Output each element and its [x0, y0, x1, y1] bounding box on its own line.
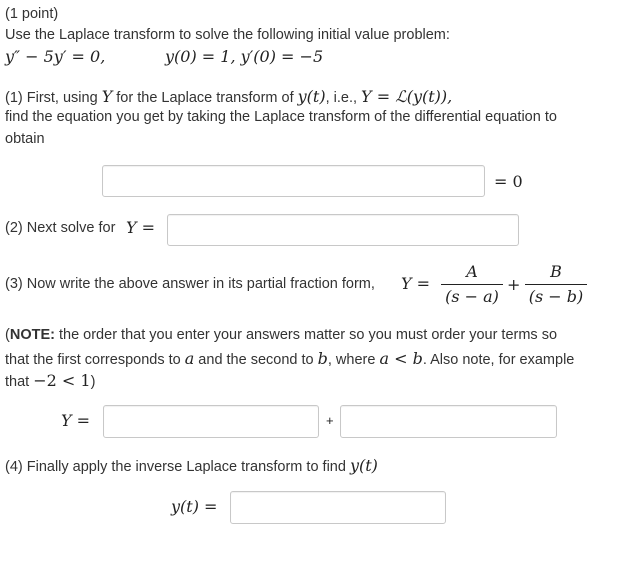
step4-line	[5, 456, 378, 475]
note-var-a: a	[184, 349, 195, 368]
note-text1: the order that you enter your answers matter so you must order your terms so	[54, 327, 558, 343]
step3-prefix: (3) Now write the above answer in its partial fraction form,	[5, 276, 375, 292]
note-close-paren: )	[90, 374, 96, 390]
step1-line2: find the equation you get by taking the Laplace transform of the differential equation to	[5, 109, 557, 125]
partial-fraction-plus: +	[507, 275, 521, 294]
solve-for-Y-input[interactable]	[167, 214, 519, 246]
fraction-B-numerator: B	[550, 262, 562, 281]
laplace-equation-input[interactable]	[102, 165, 485, 197]
step1-ie: , i.e.,	[325, 90, 362, 106]
answer-plus: +	[326, 413, 334, 428]
note-label: NOTE:	[9, 327, 55, 343]
note-text3a: that	[5, 374, 34, 390]
fraction-B	[525, 262, 587, 306]
step3-Y-equals: Y =	[401, 274, 431, 293]
second-term-input[interactable]	[340, 405, 557, 438]
step1-var-Y: Y	[101, 87, 113, 106]
fraction-A	[441, 262, 503, 306]
step4-yt-equals: y(t) =	[171, 497, 218, 516]
step2-Y-equals: Y =	[126, 218, 156, 237]
differential-equation: y″ − 5y′ = 0,	[5, 47, 106, 66]
fraction-A-numerator: A	[466, 262, 478, 281]
note-text2a: that the first corresponds to	[5, 352, 185, 368]
note-text2c: , where	[327, 352, 380, 368]
step1-mid: for the Laplace transform of	[112, 90, 298, 106]
note-example: −2 < 1	[33, 371, 91, 390]
step4-var-yt: y(t)	[349, 456, 378, 475]
step1-var-yt: y(t)	[297, 87, 326, 106]
note-line2	[5, 349, 574, 368]
fraction-A-denominator: (s − a)	[445, 287, 499, 306]
fraction-B-denominator: (s − b)	[528, 287, 584, 306]
step1-definition: Y = ℒ(y(t)),	[361, 87, 453, 106]
note-open-paren: (	[5, 327, 10, 343]
initial-conditions: y(0) = 1, y′(0) = −5	[165, 47, 324, 66]
note-line3	[5, 371, 95, 390]
step4-prefix: (4) Finally apply the inverse Laplace transform to find	[5, 459, 350, 475]
inverse-laplace-input[interactable]	[230, 491, 446, 524]
problem-intro: Use the Laplace transform to solve the following initial value problem:	[5, 27, 450, 43]
step2-prefix: (2) Next solve for	[5, 220, 116, 236]
note-var-b: b	[317, 349, 328, 368]
equals-zero-label: = 0	[494, 172, 523, 191]
answer-Y-equals: Y =	[61, 411, 91, 430]
note-text2b: and the second to	[194, 352, 318, 368]
note-text2d: . Also note, for example	[422, 352, 575, 368]
note-inequality: a < b	[379, 349, 423, 368]
step1-line1	[5, 87, 452, 106]
points-label: (1 point)	[5, 6, 59, 22]
note-line1	[5, 327, 557, 343]
first-term-input[interactable]	[103, 405, 319, 438]
step1-line3: obtain	[5, 131, 45, 147]
step1-prefix: (1) First, using	[5, 90, 102, 106]
